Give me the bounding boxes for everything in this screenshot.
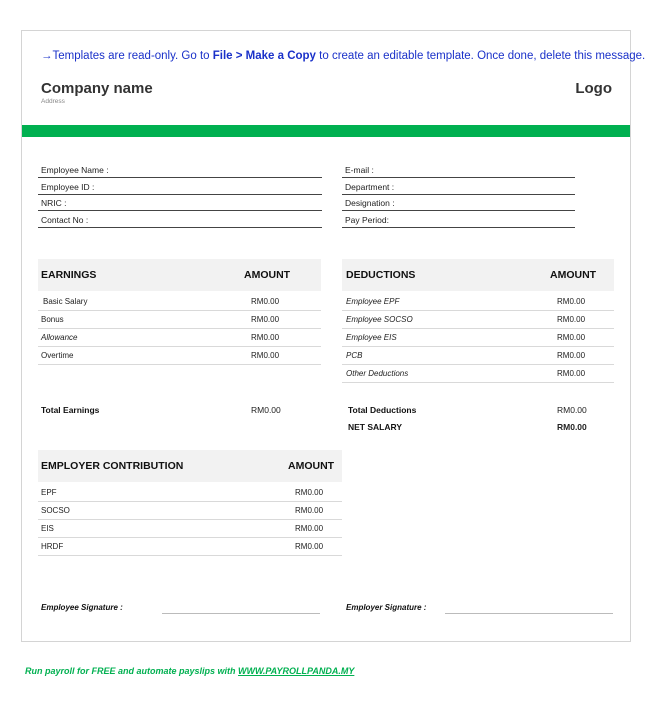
- employer-amount-header: AMOUNT: [288, 460, 335, 472]
- employer-row: HRDF RM0.00: [38, 538, 342, 556]
- deductions-title: DEDUCTIONS: [346, 269, 416, 281]
- make-copy-instruction: File > Make a Copy: [212, 50, 316, 62]
- total-deductions-value: RM0.00: [557, 405, 587, 415]
- contact-no-field: Contact No :: [38, 212, 322, 228]
- employer-signature-line[interactable]: [445, 613, 613, 614]
- earnings-row: Basic Salary RM0.00: [38, 293, 321, 311]
- deductions-header: [342, 259, 614, 291]
- deductions-row: Employee SOCSO RM0.00: [342, 311, 614, 329]
- email-field: E-mail :: [342, 162, 575, 178]
- employer-contribution-header: [38, 450, 342, 482]
- total-earnings-value: RM0.00: [251, 405, 281, 415]
- total-earnings-label: Total Earnings: [41, 405, 100, 415]
- net-salary-value: RM0.00: [557, 422, 587, 432]
- designation-field: Designation :: [342, 195, 575, 211]
- employee-id-field: Employee ID :: [38, 179, 322, 195]
- earnings-row: Allowance RM0.00: [38, 329, 321, 347]
- green-divider: [22, 125, 630, 137]
- employer-signature-label: Employer Signature :: [346, 603, 427, 612]
- deductions-row: PCB RM0.00: [342, 347, 614, 365]
- promo-footer: Run payroll for FREE and automate payslips with WWW.PAYROLLPANDA.MY: [25, 666, 355, 676]
- nric-field: NRIC :: [38, 195, 322, 211]
- employer-row: EPF RM0.00: [38, 484, 342, 502]
- employer-row: SOCSO RM0.00: [38, 502, 342, 520]
- pay-period-field: Pay Period:: [342, 212, 575, 228]
- earnings-header: [38, 259, 321, 291]
- earnings-amount-header: AMOUNT: [244, 269, 291, 281]
- company-name: Company name: [41, 80, 153, 97]
- employee-signature-label: Employee Signature :: [41, 603, 123, 612]
- payslip-sheet: [21, 30, 646, 642]
- earnings-row: Bonus RM0.00: [38, 311, 321, 329]
- employee-signature-line[interactable]: [162, 613, 320, 614]
- deductions-row: Employee EIS RM0.00: [342, 329, 614, 347]
- department-field: Department :: [342, 179, 575, 195]
- earnings-row: Overtime RM0.00: [38, 347, 321, 365]
- employee-name-field: Employee Name :: [38, 162, 322, 178]
- payrollpanda-link[interactable]: WWW.PAYROLLPANDA.MY: [238, 666, 355, 676]
- deductions-row: Other Deductions RM0.00: [342, 365, 614, 383]
- employer-contribution-title: EMPLOYER CONTRIBUTION: [41, 460, 184, 472]
- deductions-amount-header: AMOUNT: [550, 269, 597, 281]
- company-address: Address: [41, 98, 65, 105]
- arrow-icon: →: [41, 50, 53, 62]
- employer-row: EIS RM0.00: [38, 520, 342, 538]
- read-only-notice: →Templates are read-only. Go to File > Make a Copy to create an editable template. Once done, delete this message.: [41, 50, 646, 62]
- logo-placeholder: Logo: [575, 80, 612, 97]
- earnings-title: EARNINGS: [41, 269, 97, 281]
- deductions-row: Employee EPF RM0.00: [342, 293, 614, 311]
- net-salary-label: NET SALARY: [348, 422, 402, 432]
- total-deductions-label: Total Deductions: [348, 405, 417, 415]
